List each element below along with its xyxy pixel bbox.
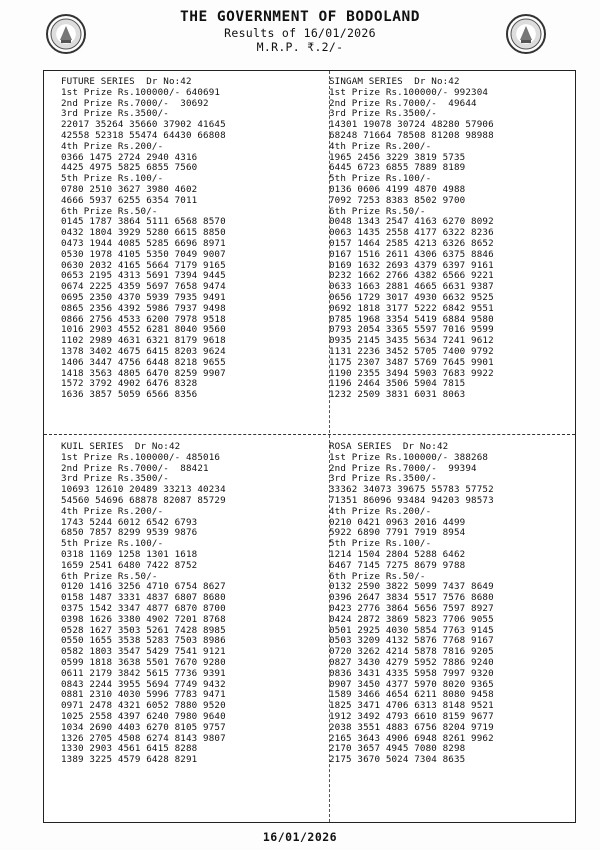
third-prize-label: 3rd Prize Rs.3500/- (329, 108, 437, 120)
fourth-prize-label: 4th Prize Rs.200/- (329, 505, 432, 517)
sixth-prize-numbers: 0167 1516 2611 4306 6375 8846 (329, 248, 494, 260)
sixth-prize-numbers: 1034 2690 4403 6270 8105 9757 (61, 721, 226, 733)
sixth-prize-numbers: 1378 3402 4675 6415 8203 9624 (61, 345, 226, 357)
sixth-prize-numbers: 1572 3792 4902 6476 8328 (61, 378, 198, 390)
fourth-prize-numbers: 0366 1475 2724 2940 4316 (61, 151, 198, 163)
sixth-prize-numbers: 1102 2989 4631 6321 8179 9618 (61, 335, 226, 347)
sixth-prize-numbers: 1016 2903 4552 6281 8040 9560 (61, 324, 226, 336)
sixth-prize-numbers: 1330 2903 4561 6415 8288 (61, 743, 198, 755)
horizontal-divider (44, 434, 575, 435)
sixth-prize-numbers: 0528 1627 3503 5261 7428 8985 (61, 624, 226, 636)
sixth-prize-numbers: 0695 2350 4370 5939 7935 9491 (61, 291, 226, 303)
sixth-prize-numbers: 2038 3551 4883 6756 8204 9719 (329, 721, 494, 733)
sixth-prize-label: 6th Prize Rs.50/- (329, 570, 426, 582)
sixth-prize-numbers: 0793 2054 3365 5597 7016 9599 (329, 324, 494, 336)
fifth-prize-label: 5th Prize Rs.100/- (329, 173, 432, 185)
sixth-prize-numbers: 1131 2236 3452 5705 7400 9792 (329, 345, 494, 357)
fourth-prize-label: 4th Prize Rs.200/- (61, 505, 164, 517)
sixth-prize-numbers: 0630 2032 4165 5664 7179 9165 (61, 259, 226, 271)
sixth-prize-numbers: 1232 2509 3831 6031 8063 (329, 389, 466, 401)
sixth-prize-numbers: 0599 1818 3638 5501 7670 9280 (61, 656, 226, 668)
results-frame (43, 70, 576, 823)
sixth-prize-numbers: 1589 3466 4654 6211 8080 9458 (329, 689, 494, 701)
first-prize-line: 1st Prize Rs.100000/- 485016 (61, 451, 221, 463)
sixth-prize-numbers: 0375 1542 3347 4877 6870 8700 (61, 602, 226, 614)
sixth-prize-numbers: 1912 3492 4793 6610 8159 9677 (329, 710, 494, 722)
first-prize-line: 1st Prize Rs.100000/- 388268 (329, 451, 489, 463)
sixth-prize-numbers: 0120 1416 3256 4710 6754 8627 (61, 581, 226, 593)
third-prize-numbers: 33362 34073 39675 55783 57752 (329, 484, 494, 496)
sixth-prize-numbers: 0398 1626 3380 4902 7201 8768 (61, 613, 226, 625)
sixth-prize-label: 6th Prize Rs.50/- (61, 205, 158, 217)
sixth-prize-numbers: 0653 2195 4313 5691 7394 9445 (61, 270, 226, 282)
third-prize-label: 3rd Prize Rs.3500/- (61, 473, 169, 485)
sixth-prize-numbers: 0473 1944 4085 5285 6696 8971 (61, 237, 226, 249)
third-prize-numbers: 14301 19078 30724 48280 57906 (329, 119, 494, 131)
sixth-prize-numbers: 2175 3670 5024 7304 8635 (329, 754, 466, 766)
sixth-prize-numbers: 0550 1655 3538 5283 7503 8986 (61, 635, 226, 647)
sixth-prize-label: 6th Prize Rs.50/- (329, 205, 426, 217)
series-title: ROSA SERIES Dr No:42 (329, 441, 449, 452)
sixth-prize-numbers: 2170 3657 4945 7080 8298 (329, 743, 466, 755)
sixth-prize-numbers: 0157 1464 2585 4213 6326 8652 (329, 237, 494, 249)
third-prize-numbers: 71351 86096 93484 94203 98573 (329, 494, 494, 506)
sixth-prize-numbers: 0843 2244 3955 5694 7749 9432 (61, 678, 226, 690)
sixth-prize-numbers: 0692 1818 3177 5222 6842 9551 (329, 302, 494, 314)
page-title: THE GOVERNMENT OF BODOLAND (180, 9, 420, 25)
fourth-prize-numbers: 6445 6723 6855 7889 8189 (329, 162, 466, 174)
sixth-prize-numbers: 0865 2356 4392 5986 7937 9498 (61, 302, 226, 314)
sixth-prize-numbers: 1406 3447 4756 6448 8218 9655 (61, 356, 226, 368)
fourth-prize-numbers: 0210 0421 0963 2016 4499 (329, 516, 466, 528)
sixth-prize-numbers: 0935 2145 3435 5634 7241 9612 (329, 335, 494, 347)
sixth-prize-numbers: 1190 2355 3494 5903 7683 9922 (329, 367, 494, 379)
sixth-prize-numbers: 0063 1435 2558 4177 6322 8236 (329, 227, 494, 239)
third-prize-numbers: 22017 35264 35660 37902 41645 (61, 119, 226, 131)
sixth-prize-numbers: 1196 2464 3506 5904 7815 (329, 378, 466, 390)
sixth-prize-numbers: 1636 3857 5059 6566 8356 (61, 389, 198, 401)
sixth-prize-numbers: 0907 3450 4377 5970 8020 9365 (329, 678, 494, 690)
fifth-prize-numbers: 6467 7145 7275 8679 9788 (329, 559, 466, 571)
sixth-prize-numbers: 0158 1487 3331 4837 6807 8680 (61, 592, 226, 604)
sixth-prize-numbers: 1389 3225 4579 6428 8291 (61, 754, 198, 766)
fifth-prize-numbers: 0780 2510 3627 3980 4602 (61, 183, 198, 195)
series-block-kuil (61, 442, 226, 766)
sixth-prize-numbers: 0720 3262 4214 5878 7816 9205 (329, 646, 494, 658)
fifth-prize-numbers: 4666 5937 6255 6354 7011 (61, 194, 198, 206)
sixth-prize-numbers: 0132 2590 3822 5099 7437 8649 (329, 581, 494, 593)
fifth-prize-label: 5th Prize Rs.100/- (61, 538, 164, 550)
fifth-prize-numbers: 0136 0606 4199 4870 4988 (329, 183, 466, 195)
mrp-line: M.R.P. ₹.2/- (256, 40, 344, 54)
sixth-prize-numbers: 0836 3431 4335 5958 7997 9320 (329, 667, 494, 679)
fifth-prize-numbers: 1659 2541 6480 7422 8752 (61, 559, 198, 571)
fifth-prize-numbers: 1214 1504 2804 5288 6462 (329, 548, 466, 560)
fourth-prize-numbers: 5922 6890 7791 7919 8954 (329, 527, 466, 539)
series-block-singam (329, 77, 494, 401)
sixth-prize-numbers: 0530 1978 4105 5350 7049 9007 (61, 248, 226, 260)
sixth-prize-numbers: 0582 1803 3547 5429 7541 9121 (61, 646, 226, 658)
third-prize-numbers: 42558 52318 55474 64430 66808 (61, 129, 226, 141)
sixth-prize-numbers: 0785 1968 3354 5419 6884 9580 (329, 313, 494, 325)
sixth-prize-numbers: 0611 2179 3842 5615 7736 9391 (61, 667, 226, 679)
sixth-prize-label: 6th Prize Rs.50/- (61, 570, 158, 582)
sixth-prize-numbers: 0169 1632 2693 4379 6397 9161 (329, 259, 494, 271)
sixth-prize-numbers: 1025 2558 4397 6240 7980 9640 (61, 710, 226, 722)
sixth-prize-numbers: 1825 3471 4706 6313 8148 9521 (329, 700, 494, 712)
fourth-prize-label: 4th Prize Rs.200/- (61, 140, 164, 152)
series-title: KUIL SERIES Dr No:42 (61, 441, 181, 452)
third-prize-label: 3rd Prize Rs.3500/- (61, 108, 169, 120)
sixth-prize-numbers: 0232 1662 2766 4382 6566 9221 (329, 270, 494, 282)
sixth-prize-numbers: 0881 2310 4030 5996 7783 9471 (61, 689, 226, 701)
fifth-prize-label: 5th Prize Rs.100/- (61, 173, 164, 185)
sixth-prize-numbers: 0501 2925 4030 5854 7763 9145 (329, 624, 494, 636)
sixth-prize-numbers: 1326 2705 4508 6274 8143 9807 (61, 732, 226, 744)
series-title: SINGAM SERIES Dr No:42 (329, 76, 460, 87)
third-prize-label: 3rd Prize Rs.3500/- (329, 473, 437, 485)
third-prize-numbers: 68248 71664 78508 81208 98988 (329, 129, 494, 141)
series-title: FUTURE SERIES Dr No:42 (61, 76, 192, 87)
sixth-prize-numbers: 0971 2478 4321 6052 7880 9520 (61, 700, 226, 712)
sixth-prize-numbers: 0674 2225 4359 5697 7658 9474 (61, 281, 226, 293)
page-header (0, 0, 600, 70)
second-prize-line: 2nd Prize Rs.7000/- 99394 (329, 462, 477, 474)
first-prize-line: 1st Prize Rs.100000/- 640691 (61, 86, 221, 98)
fourth-prize-label: 4th Prize Rs.200/- (329, 140, 432, 152)
fifth-prize-label: 5th Prize Rs.100/- (329, 538, 432, 550)
sixth-prize-numbers: 1175 2307 3487 5769 7645 9901 (329, 356, 494, 368)
series-block-future (61, 77, 226, 401)
sixth-prize-numbers: 2165 3643 4906 6948 8261 9962 (329, 732, 494, 744)
second-prize-line: 2nd Prize Rs.7000/- 88421 (61, 462, 209, 474)
second-prize-line: 2nd Prize Rs.7000/- 30692 (61, 97, 209, 109)
footer-date: 16/01/2026 (262, 830, 338, 844)
sixth-prize-numbers: 0424 2872 3869 5823 7706 9055 (329, 613, 494, 625)
sixth-prize-numbers: 0656 1729 3017 4930 6632 9525 (329, 291, 494, 303)
sixth-prize-numbers: 0866 2756 4533 6200 7978 9518 (61, 313, 226, 325)
sixth-prize-numbers: 0432 1804 3929 5280 6615 8850 (61, 227, 226, 239)
sixth-prize-numbers: 0423 2776 3864 5656 7597 8927 (329, 602, 494, 614)
sixth-prize-numbers: 0048 1343 2547 4163 6270 8092 (329, 216, 494, 228)
sixth-prize-numbers: 0396 2647 3834 5517 7576 8680 (329, 592, 494, 604)
second-prize-line: 2nd Prize Rs.7000/- 49644 (329, 97, 477, 109)
series-block-rosa (329, 442, 494, 766)
fifth-prize-numbers: 7092 7253 8383 8502 9700 (329, 194, 466, 206)
sixth-prize-numbers: 0633 1663 2881 4665 6631 9387 (329, 281, 494, 293)
results-date-line: Results of 16/01/2026 (224, 26, 376, 40)
fourth-prize-numbers: 1965 2456 3229 3819 5735 (329, 151, 466, 163)
first-prize-line: 1st Prize Rs.100000/- 992304 (329, 86, 489, 98)
fourth-prize-numbers: 4425 4975 5825 6855 7560 (61, 162, 198, 174)
sixth-prize-numbers: 0145 1787 3864 5111 6568 8570 (61, 216, 226, 228)
sixth-prize-numbers: 0503 3209 4132 5876 7768 9167 (329, 635, 494, 647)
fifth-prize-numbers: 0318 1169 1258 1301 1618 (61, 548, 198, 560)
third-prize-numbers: 10693 12610 20489 33213 40234 (61, 484, 226, 496)
third-prize-numbers: 54560 54696 68878 82087 85729 (61, 494, 226, 506)
fourth-prize-numbers: 6850 7857 8299 9539 9876 (61, 527, 198, 539)
sixth-prize-numbers: 0827 3430 4279 5952 7886 9240 (329, 656, 494, 668)
fourth-prize-numbers: 1743 5244 6012 6542 6793 (61, 516, 198, 528)
sixth-prize-numbers: 1418 3563 4805 6470 8259 9907 (61, 367, 226, 379)
